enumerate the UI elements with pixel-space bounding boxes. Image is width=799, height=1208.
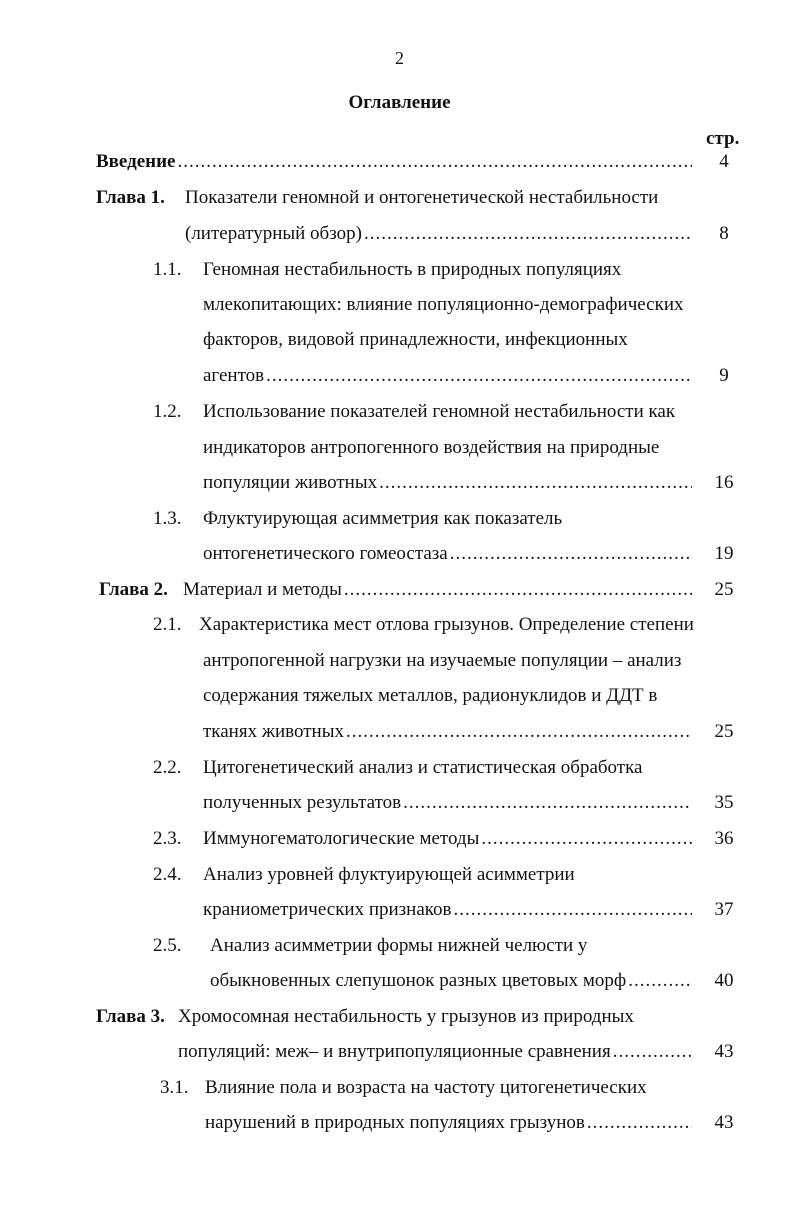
section-number: 3.1. — [160, 1077, 189, 1098]
toc-entry-text: содержания тяжелых металлов, радионуклидов и ДДТ в — [203, 685, 658, 706]
toc-page-number: 37 — [714, 899, 734, 920]
leader-dots — [450, 542, 692, 566]
leader-dots — [454, 898, 692, 922]
toc-entry-text: Геномная нестабильность в природных популяциях — [203, 259, 622, 280]
toc-entry-1-3[interactable] — [203, 542, 694, 566]
toc-page-number: 43 — [714, 1041, 734, 1062]
section-number: 2.1. — [153, 614, 182, 635]
toc-entry-text: популяции животных — [203, 472, 378, 493]
toc-page-number: 40 — [714, 970, 734, 991]
toc-entry-text: краниометрических признаков — [203, 899, 452, 920]
toc-page-number: 35 — [714, 792, 734, 813]
section-number: 1.3. — [153, 508, 182, 529]
toc-entry-2-1[interactable] — [203, 720, 694, 744]
toc-entry-text: полученных результатов — [203, 792, 402, 813]
toc-entry-text: тканях животных — [203, 721, 344, 742]
toc-entry-ch1[interactable] — [185, 222, 694, 246]
toc-entry-text: популяций: меж– и внутрипопуляционные сравнения — [178, 1041, 611, 1062]
leader-dots — [481, 827, 692, 851]
toc-page-number: 9 — [719, 365, 729, 386]
toc-entry-text: Иммуногематологические методы — [203, 828, 480, 849]
toc-entry-text: Материал и методы — [183, 579, 342, 600]
toc-page-number: 19 — [714, 543, 734, 564]
toc-entry-3-1[interactable] — [205, 1111, 694, 1135]
leader-dots — [613, 1040, 692, 1064]
toc-entry-2-4[interactable] — [203, 898, 694, 922]
page-number: 2 — [395, 48, 404, 68]
toc-page-number: 25 — [714, 579, 734, 600]
toc-entry-text: агентов — [203, 365, 265, 386]
toc-page-number: 25 — [714, 721, 734, 742]
toc-entry-2-5[interactable] — [210, 969, 694, 993]
toc-entry-text: онтогенетического гомеостаза — [203, 543, 448, 564]
toc-entry-text: Хромосомная нестабильность у грызунов из природных — [178, 1006, 634, 1027]
toc-page-number: 43 — [714, 1112, 734, 1133]
toc-entry-text: индикаторов антропогенного воздействия на природные — [203, 437, 660, 458]
toc-page-number: 16 — [714, 472, 734, 493]
toc-entry-text: факторов, видовой принадлежности, инфекционных — [203, 329, 628, 350]
toc-entry-2-2[interactable] — [203, 791, 694, 815]
toc-entry-text: млекопитающих: влияние популяционно-демографических — [203, 294, 684, 315]
section-number: 2.4. — [153, 864, 182, 885]
section-number: 1.1. — [153, 259, 182, 280]
toc-entry-1-2[interactable] — [203, 471, 694, 495]
toc-entry-label: Введение — [96, 151, 176, 172]
toc-page-number: 4 — [719, 151, 729, 172]
toc-page-number: 36 — [714, 828, 734, 849]
section-number: 2.5. — [153, 935, 182, 956]
toc-entry-2-3[interactable] — [203, 827, 694, 851]
toc-entry-text: Флуктуирующая асимметрия как показатель — [203, 508, 563, 529]
toc-entry-text: Цитогенетический анализ и статистическая обработка — [203, 757, 643, 778]
toc-entry-1-1[interactable] — [203, 364, 694, 388]
toc-entry-text: Характеристика мест отлова грызунов. Определение степени — [199, 614, 694, 635]
leader-dots — [403, 791, 692, 815]
toc-entry-intro[interactable] — [96, 150, 694, 174]
toc-entry-text: Показатели геномной и онтогенетической нестабильности — [185, 187, 659, 208]
chapter-label: Глава 2. — [99, 579, 168, 600]
leader-dots — [587, 1111, 692, 1135]
chapter-label: Глава 1. — [96, 187, 165, 208]
section-number: 2.3. — [153, 828, 182, 849]
chapter-label: Глава 3. — [96, 1006, 165, 1027]
toc-entry-text: антропогенной нагрузки на изучаемые популяции – анализ — [203, 650, 682, 671]
leader-dots — [364, 222, 692, 246]
toc-entry-text: обыкновенных слепушонок разных цветовых морф — [210, 970, 627, 991]
toc-entry-text: Влияние пола и возраста на частоту цитогенетических — [205, 1077, 647, 1098]
toc-entry-text: нарушений в природных популяциях грызунов — [205, 1112, 585, 1133]
leader-dots — [628, 969, 692, 993]
page-title: Оглавление — [348, 92, 451, 113]
toc-page-number: 8 — [719, 223, 729, 244]
page-column-header: стр. — [706, 128, 740, 149]
toc-entry-text: Анализ уровней флуктуирующей асимметрии — [203, 864, 575, 885]
section-number: 2.2. — [153, 757, 182, 778]
toc-entry-text: (литературный обзор) — [185, 223, 362, 244]
toc-entry-text: Использование показателей геномной нестабильности как — [203, 401, 676, 422]
section-number: 1.2. — [153, 401, 182, 422]
leader-dots — [379, 471, 692, 495]
toc-entry-text: Анализ асимметрии формы нижней челюсти у — [210, 935, 588, 956]
leader-dots — [178, 150, 693, 174]
toc-entry-ch2[interactable] — [183, 578, 694, 602]
leader-dots — [266, 364, 692, 388]
leader-dots — [344, 578, 692, 602]
toc-entry-ch3[interactable] — [178, 1040, 694, 1064]
leader-dots — [346, 720, 692, 744]
